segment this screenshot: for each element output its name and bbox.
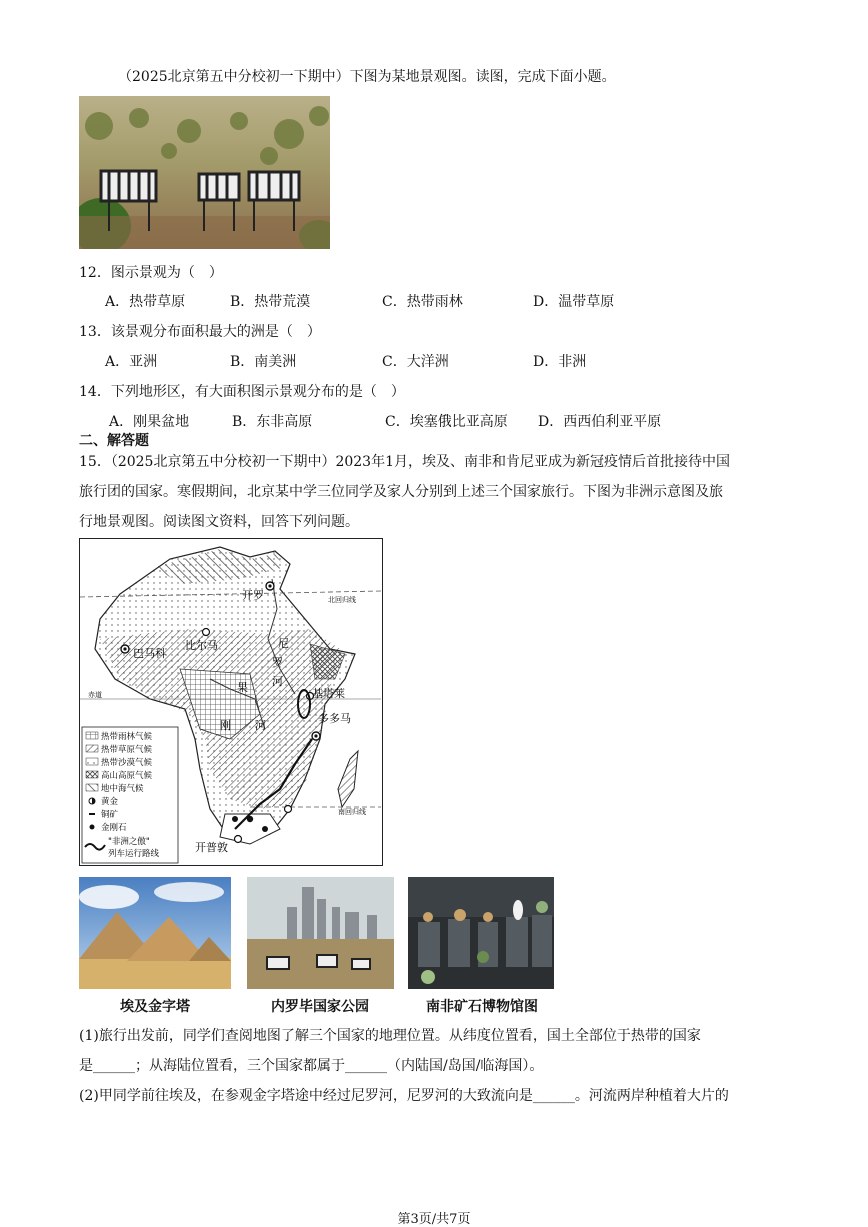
caption-pyramids: 埃及金字塔 [120,999,190,1015]
map-label-congo-2: 刚 [220,719,231,732]
legend-diamond: 金刚石 [101,823,127,833]
q14-option-b: B．东非高原 [232,414,313,430]
map-label-nile-2: 罗 [272,656,283,669]
map-label-tropic-n: 北回归线 [328,596,356,604]
q13-option-d: D．非洲 [533,354,587,370]
map-label-dodoma: 多多马 [318,712,351,725]
question-15-line2: 旅行团的国家。寒假期间，北京某中学三位同学及家人分别到上述三个国家旅行。下图为非洲示意图及旅 [79,484,723,500]
q13-option-c: C．大洋洲 [382,354,449,370]
map-label-kitale: 基塔莱 [312,687,345,700]
q14-option-c: C．埃塞俄比亚高原 [385,414,508,430]
question-13-stem: 13．该景观分布面积最大的洲是（ ） [79,324,321,340]
map-label-congo-3: 河 [255,719,266,732]
map-label-timbuktu: 比尔马 [185,639,218,652]
legend-gold: 黄金 [101,797,119,807]
pyramids-photo [79,877,231,989]
map-label-capetown: 开普敦 [195,841,228,854]
caption-nairobi: 内罗毕国家公园 [271,999,369,1015]
legend-tropical-desert: 热带沙漠气候 [101,758,153,768]
map-label-cairo: 开罗 [242,589,264,602]
legend-mediterranean: 地中海气候 [101,784,144,794]
q12-option-d: D．温带草原 [533,294,615,310]
sub1-line1: (1)旅行出发前，同学们查阅地图了解三个国家的地理位置。从纬度位置看，国土全部位于热带的国家 [79,1028,701,1044]
q13-option-a: A．亚洲 [105,354,158,370]
legend-highland: 高山高原气候 [101,771,153,781]
question-14-stem: 14．下列地形区，有大面积图示景观分布的是（ ） [79,384,405,400]
sub2-line1: (2)甲同学前往埃及，在参观金字塔途中经过尼罗河，尼罗河的大致流向是______。河流两岸种植着大片的 [79,1088,729,1104]
question-15-line1: 15．（2025北京第五中分校初一下期中）2023年1月，埃及、南非和肯尼亚成为新冠疫情后首批接待中国 [79,454,730,470]
map-label-nile-1: 尼 [278,637,289,650]
map-label-tropic-s: 南回归线 [338,808,366,816]
q12-option-a: A．热带草原 [105,294,186,310]
map-label-congo-1: 果 [237,681,248,694]
section-heading: 二、解答题 [79,433,149,449]
nairobi-park-photo [247,877,394,989]
question-15-line3: 行地景观图。阅读图文资料，回答下列问题。 [79,514,359,530]
page-footer: 第3页/共7页 [397,1212,471,1227]
intro-text: （2025北京第五中分校初一下期中）下图为某地景观图。读图，完成下面小题。 [118,69,616,85]
q13-option-b: B．南美洲 [230,354,297,370]
map-label-nile-3: 河 [272,675,283,688]
map-label-bamako: 巴马科 [133,647,166,660]
map-label-equator: 赤道 [88,691,102,699]
mineral-museum-photo [408,877,554,989]
legend-pride-of-africa: "非洲之傲" [108,837,150,847]
zebra-savanna-photo [79,96,330,249]
legend-tropical-rainforest: 热带雨林气候 [101,732,153,742]
caption-museum: 南非矿石博物馆图 [426,999,538,1015]
q14-option-a: A．刚果盆地 [109,414,190,430]
legend-copper: 铜矿 [101,810,119,820]
q14-option-d: D．西西伯利亚平原 [538,414,662,430]
sub1-line2: 是______；从海陆位置看，三个国家都属于______（内陆国/岛国/临海国）。 [79,1058,544,1074]
africa-climate-map [79,538,383,866]
q12-option-b: B．热带荒漠 [230,294,311,310]
legend-train-route: 列车运行路线 [108,849,160,859]
q12-option-c: C．热带雨林 [382,294,463,310]
question-12-stem: 12．图示景观为（ ） [79,265,223,281]
legend-tropical-savanna: 热带草原气候 [101,745,153,755]
